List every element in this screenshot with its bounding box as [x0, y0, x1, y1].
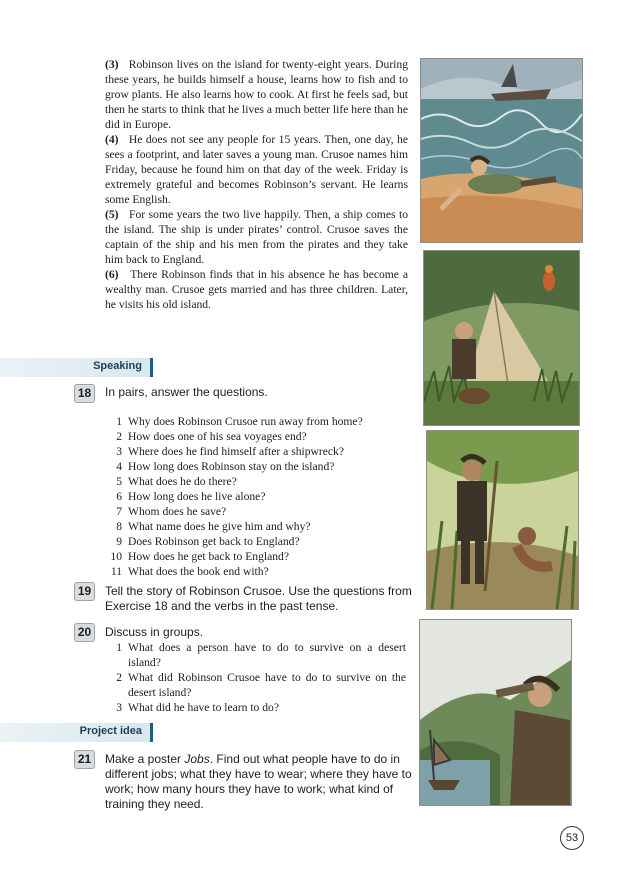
exercise-number-20: 20 — [74, 623, 95, 642]
exercise-number-21: 21 — [74, 750, 95, 769]
exercise-20-questions — [100, 640, 406, 715]
paragraph-6 — [105, 267, 408, 312]
paragraph-3 — [105, 57, 408, 132]
paragraph-number: (6) — [105, 268, 119, 281]
paragraph-text: There Robinson finds that in his absence he has become a wealthy man. Crusoe gets married and has three children. Later, he visits his old island. — [105, 268, 408, 311]
paragraph-text: He does not see any people for 15 years. Then, one day, he sees a footprint, and later saves a young man. Crusoe names him Friday, because he found him on that day of the week. Friday is extremely grateful and becomes Robinson’s servant. He learns some English. — [105, 133, 408, 206]
list-item: 11 What does the book end with? — [110, 565, 269, 578]
list-item: 9 Does Robinson get back to England? — [116, 535, 300, 548]
section-header-project-idea — [0, 723, 153, 742]
list-item: 10 How does he get back to England? — [110, 550, 289, 563]
list-item: 7 Whom does he save? — [116, 505, 227, 518]
exercise-18-instruction: In pairs, answer the questions. — [105, 385, 268, 399]
paragraph-text: Robinson lives on the island for twenty-eight years. During these years, he builds himself a house, learns how to fish and to grow plants. He also learns how to cook. At first he feels sad, but then he starts to think that he lives a much better life here than he did in Europe. — [105, 58, 408, 131]
paragraph-5 — [105, 207, 408, 267]
section-label: Speaking — [93, 360, 142, 372]
illustration-camp — [423, 250, 580, 426]
list-item: 3 What did he have to learn to do? — [116, 701, 279, 714]
list-item: 6 How long does he live alone? — [116, 490, 266, 503]
list-item: 5 What does he do there? — [116, 475, 237, 488]
exercise-number-19: 19 — [74, 582, 95, 601]
illustration-jungle — [426, 430, 579, 610]
exercise-21-instruction: Make a poster Jobs. Find out what people have to do in different jobs; what they have to wear; where they have to work; how many hours they have to work; what kind of training they need. — [105, 752, 412, 811]
list-item: 2 What did Robinson Crusoe have to do to survive on the desert island? — [116, 671, 406, 699]
list-item: 4 How long does Robinson stay on the island? — [116, 460, 335, 473]
exercise-20-instruction: Discuss in groups. — [105, 625, 204, 639]
paragraph-text: For some years the two live happily. Then, a ship comes to the island. The ship is under pirates’ control. Crusoe saves the captain of the ship and his men from the pirates and they take him back to England. — [105, 208, 409, 266]
story-text — [105, 57, 408, 312]
page-number: 53 — [560, 826, 584, 850]
paragraph-number: (4) — [105, 133, 119, 146]
list-item: 2 How does one of his sea voyages end? — [116, 430, 307, 443]
illustration-shipwreck — [420, 58, 583, 243]
exercise-19-instruction: Tell the story of Robinson Crusoe. Use the questions from Exercise 18 and the verbs in the past tense. — [105, 584, 412, 613]
exercise-18-questions — [100, 414, 406, 579]
section-label: Project idea — [79, 725, 142, 737]
section-header-speaking — [0, 358, 153, 377]
list-item: 1 Why does Robinson Crusoe run away from home? — [116, 415, 363, 428]
paragraph-number: (3) — [105, 58, 119, 71]
list-item: 1 What does a person have to do to survive on a desert island? — [116, 641, 406, 669]
illustration-telescope — [419, 619, 572, 806]
exercise-number-18: 18 — [74, 384, 95, 403]
list-item: 8 What name does he give him and why? — [116, 520, 311, 533]
list-item: 3 Where does he find himself after a shipwreck? — [116, 445, 345, 458]
paragraph-number: (5) — [105, 208, 119, 221]
paragraph-4 — [105, 132, 408, 207]
